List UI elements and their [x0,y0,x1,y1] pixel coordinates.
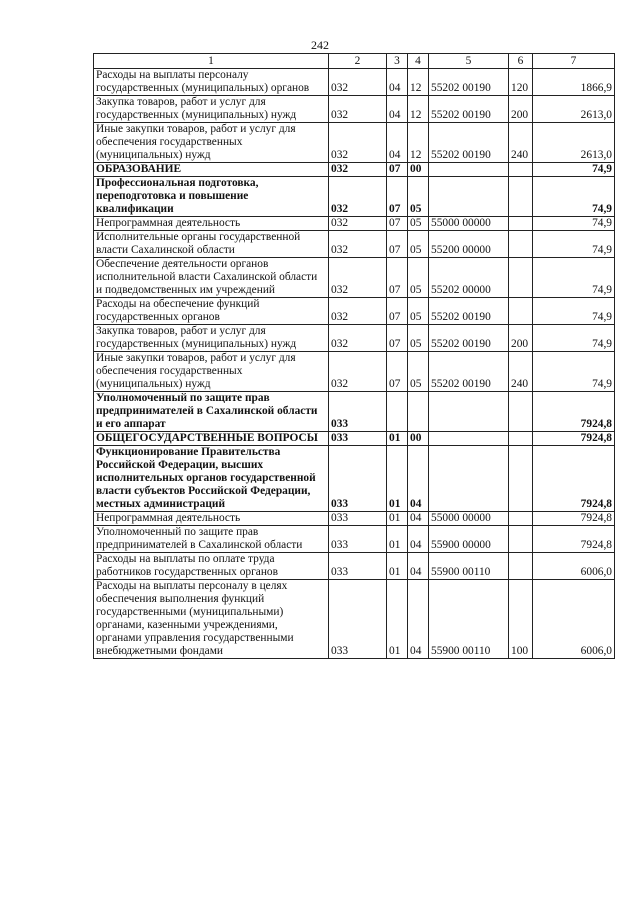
row-name-cell: Уполномоченный по защите прав предпринимателей в Сахалинской области [94,526,329,553]
amount-cell: 1866,9 [533,69,615,96]
code-cell: 032 [329,352,387,392]
header-col-3: 3 [387,54,408,69]
subsection-cell: 04 [408,553,429,580]
subsection-cell: 05 [408,231,429,258]
subsection-cell: 04 [408,526,429,553]
target-article-cell: 55202 00000 [429,258,509,298]
section-cell: 01 [387,512,408,526]
section-cell: 01 [387,526,408,553]
row-name-cell: Обеспечение деятельности органов исполнительной власти Сахалинской области и подведомственных им учреждений [94,258,329,298]
code-cell: 032 [329,163,387,177]
amount-cell: 2613,0 [533,96,615,123]
row-name-cell: Расходы на обеспечение функций государственных органов [94,298,329,325]
code-cell: 033 [329,512,387,526]
code-cell: 033 [329,553,387,580]
code-cell: 032 [329,258,387,298]
expense-type-cell [509,553,533,580]
target-article-cell: 55202 00190 [429,69,509,96]
subsection-cell: 00 [408,432,429,446]
row-name-cell: Уполномоченный по защите прав предпринимателей в Сахалинской области и его аппарат [94,392,329,432]
amount-cell: 74,9 [533,352,615,392]
header-col-4: 4 [408,54,429,69]
expense-type-cell [509,432,533,446]
section-cell: 04 [387,96,408,123]
header-col-1: 1 [94,54,329,69]
row-name-cell: Непрограммная деятельность [94,512,329,526]
table-row [94,298,615,325]
target-article-cell: 55202 00190 [429,96,509,123]
expense-type-cell: 240 [509,352,533,392]
section-cell: 01 [387,553,408,580]
target-article-cell: 55000 00000 [429,512,509,526]
section-cell: 07 [387,231,408,258]
target-article-cell: 55202 00190 [429,352,509,392]
table-row [94,553,615,580]
table-row [94,163,615,177]
target-article-cell [429,163,509,177]
row-name-cell: Расходы на выплаты персоналу государственных (муниципальных) органов [94,69,329,96]
section-cell: 01 [387,580,408,659]
expense-type-cell: 200 [509,96,533,123]
target-article-cell [429,392,509,432]
code-cell: 033 [329,580,387,659]
code-cell: 032 [329,217,387,231]
row-name-cell: Иные закупки товаров, работ и услуг для обеспечения государственных (муниципальных) нужд [94,352,329,392]
subsection-cell: 04 [408,446,429,512]
budget-table [93,53,615,659]
expense-type-cell: 120 [509,69,533,96]
subsection-cell: 05 [408,177,429,217]
table-header-row [94,54,615,69]
section-cell: 07 [387,163,408,177]
expense-type-cell: 200 [509,325,533,352]
table-row [94,392,615,432]
table-row [94,352,615,392]
amount-cell: 74,9 [533,258,615,298]
subsection-cell: 05 [408,325,429,352]
code-cell: 032 [329,325,387,352]
row-name-cell: Закупка товаров, работ и услуг для государственных (муниципальных) нужд [94,325,329,352]
row-name-cell: Иные закупки товаров, работ и услуг для обеспечения государственных (муниципальных) нужд [94,123,329,163]
target-article-cell: 55900 00110 [429,553,509,580]
section-cell: 07 [387,298,408,325]
row-name-cell: Функционирование Правительства Российской Федерации, высших исполнительных органов государственной власти субъектов Российской Федерации, местных администраций [94,446,329,512]
target-article-cell: 55202 00190 [429,123,509,163]
amount-cell: 2613,0 [533,123,615,163]
target-article-cell [429,177,509,217]
target-article-cell: 55202 00190 [429,325,509,352]
target-article-cell: 55202 00190 [429,298,509,325]
amount-cell: 74,9 [533,163,615,177]
section-cell [387,392,408,432]
row-name-cell: ОБРАЗОВАНИЕ [94,163,329,177]
subsection-cell: 12 [408,123,429,163]
amount-cell: 7924,8 [533,512,615,526]
expense-type-cell [509,446,533,512]
expense-type-cell [509,258,533,298]
amount-cell: 6006,0 [533,553,615,580]
row-name-cell: ОБЩЕГОСУДАРСТВЕННЫЕ ВОПРОСЫ [94,432,329,446]
row-name-cell: Расходы на выплаты по оплате труда работников государственных органов [94,553,329,580]
table-row [94,123,615,163]
subsection-cell: 12 [408,96,429,123]
code-cell: 033 [329,446,387,512]
amount-cell: 6006,0 [533,580,615,659]
row-name-cell: Расходы на выплаты персоналу в целях обеспечения выполнения функций государственными (муниципальными) органами, казенными учреждениями, органами управления государственными внебюджетными фондами [94,580,329,659]
expense-type-cell [509,512,533,526]
amount-cell: 74,9 [533,298,615,325]
section-cell: 04 [387,69,408,96]
table-row [94,446,615,512]
table-row [94,526,615,553]
section-cell: 07 [387,325,408,352]
row-name-cell: Непрограммная деятельность [94,217,329,231]
amount-cell: 7924,8 [533,526,615,553]
expense-type-cell [509,217,533,231]
target-article-cell: 55000 00000 [429,217,509,231]
section-cell: 07 [387,177,408,217]
target-article-cell: 55900 00000 [429,526,509,553]
header-col-5: 5 [429,54,509,69]
section-cell: 01 [387,432,408,446]
code-cell: 032 [329,96,387,123]
expense-type-cell: 240 [509,123,533,163]
amount-cell: 7924,8 [533,392,615,432]
subsection-cell: 04 [408,512,429,526]
code-cell: 032 [329,298,387,325]
table-row [94,432,615,446]
subsection-cell: 05 [408,352,429,392]
row-name-cell: Закупка товаров, работ и услуг для государственных (муниципальных) нужд [94,96,329,123]
subsection-cell [408,392,429,432]
target-article-cell: 55900 00110 [429,580,509,659]
section-cell: 04 [387,123,408,163]
header-col-7: 7 [533,54,615,69]
amount-cell: 74,9 [533,217,615,231]
code-cell: 032 [329,231,387,258]
subsection-cell: 12 [408,69,429,96]
section-cell: 07 [387,258,408,298]
row-name-cell: Профессиональная подготовка, переподготовка и повышение квалификации [94,177,329,217]
section-cell: 01 [387,446,408,512]
table-row [94,177,615,217]
table-row [94,217,615,231]
page-number: 242 [311,38,329,52]
expense-type-cell [509,177,533,217]
expense-type-cell: 100 [509,580,533,659]
table-row [94,512,615,526]
table-row [94,231,615,258]
subsection-cell: 05 [408,298,429,325]
amount-cell: 7924,8 [533,446,615,512]
expense-type-cell [509,231,533,258]
header-col-6: 6 [509,54,533,69]
target-article-cell: 55200 00000 [429,231,509,258]
row-name-cell: Исполнительные органы государственной власти Сахалинской области [94,231,329,258]
target-article-cell [429,446,509,512]
expense-type-cell [509,392,533,432]
expense-type-cell [509,298,533,325]
expense-type-cell [509,163,533,177]
subsection-cell: 05 [408,258,429,298]
code-cell: 032 [329,177,387,217]
code-cell: 032 [329,123,387,163]
code-cell: 033 [329,392,387,432]
target-article-cell [429,432,509,446]
subsection-cell: 05 [408,217,429,231]
subsection-cell: 04 [408,580,429,659]
subsection-cell: 00 [408,163,429,177]
table-row [94,69,615,96]
code-cell: 032 [329,69,387,96]
table-row [94,325,615,352]
amount-cell: 74,9 [533,325,615,352]
code-cell: 033 [329,432,387,446]
table-body [94,69,615,659]
table-row [94,258,615,298]
amount-cell: 74,9 [533,177,615,217]
section-cell: 07 [387,352,408,392]
amount-cell: 7924,8 [533,432,615,446]
table-row [94,580,615,659]
code-cell: 033 [329,526,387,553]
expense-type-cell [509,526,533,553]
amount-cell: 74,9 [533,231,615,258]
table-row [94,96,615,123]
section-cell: 07 [387,217,408,231]
header-col-2: 2 [329,54,387,69]
